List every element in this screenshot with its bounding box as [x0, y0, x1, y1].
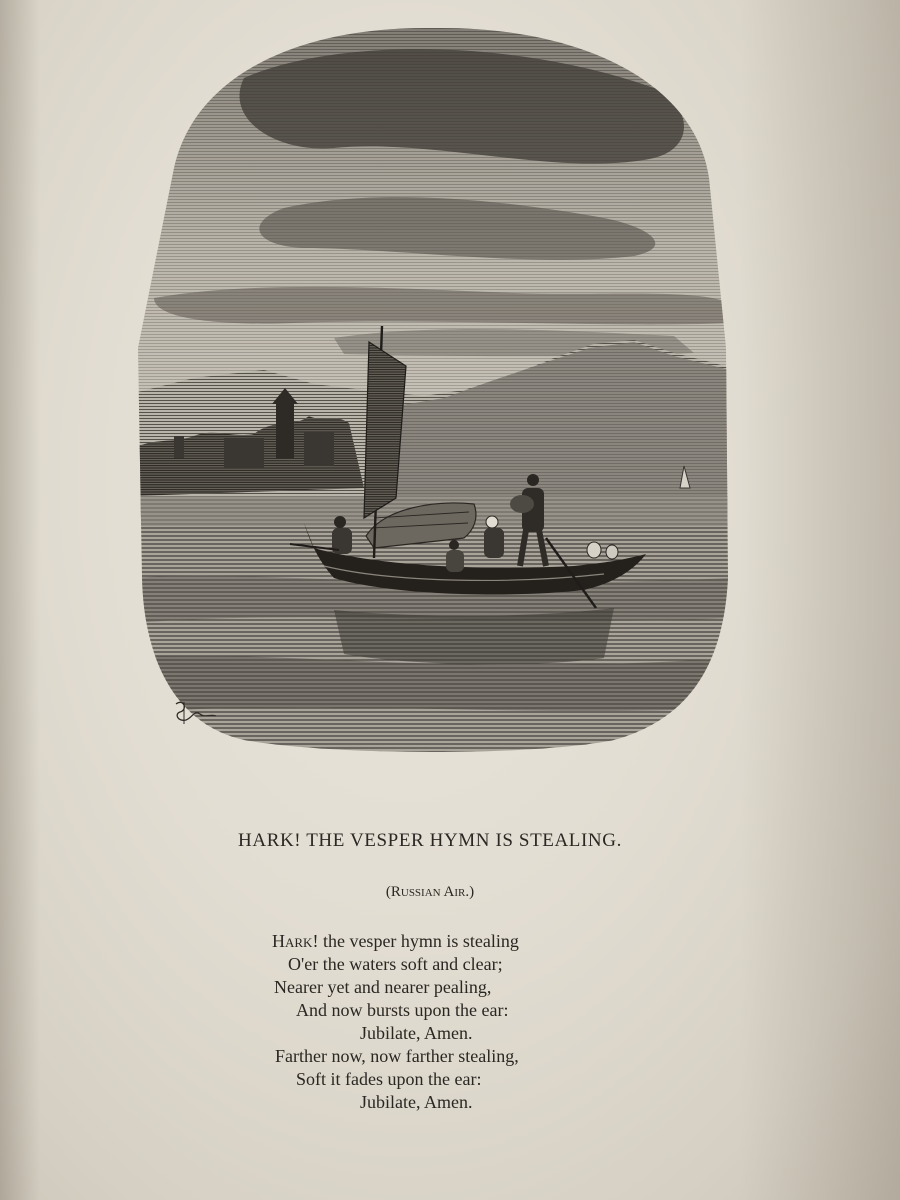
gutter-shadow — [0, 0, 40, 1200]
poem-line — [230, 930, 670, 953]
poem-stanza — [230, 930, 670, 1114]
edge-shadow — [740, 0, 900, 1200]
poem-line: Jubilate, Amen. — [360, 1092, 473, 1112]
poem-line-text: the vesper hymn is stealing — [318, 931, 519, 951]
poem-line: Nearer yet and nearer pealing, — [274, 977, 492, 997]
poem-line: O'er the waters soft and clear; — [288, 954, 503, 974]
first-word: Hark! — [272, 931, 319, 951]
song-title: HARK! THE VESPER HYMN IS STEALING. — [238, 830, 622, 851]
poem-line: Farther now, now farther stealing, — [275, 1046, 519, 1066]
boat-engraving-illustration — [134, 18, 730, 756]
poem-line: Jubilate, Amen. — [360, 1023, 473, 1043]
artist-signature-mark — [170, 696, 222, 730]
poem-line: And now bursts upon the ear: — [296, 1000, 509, 1020]
song-subtitle: (Russian Air.) — [385, 884, 475, 900]
poem-line: Soft it fades upon the ear: — [296, 1069, 482, 1089]
